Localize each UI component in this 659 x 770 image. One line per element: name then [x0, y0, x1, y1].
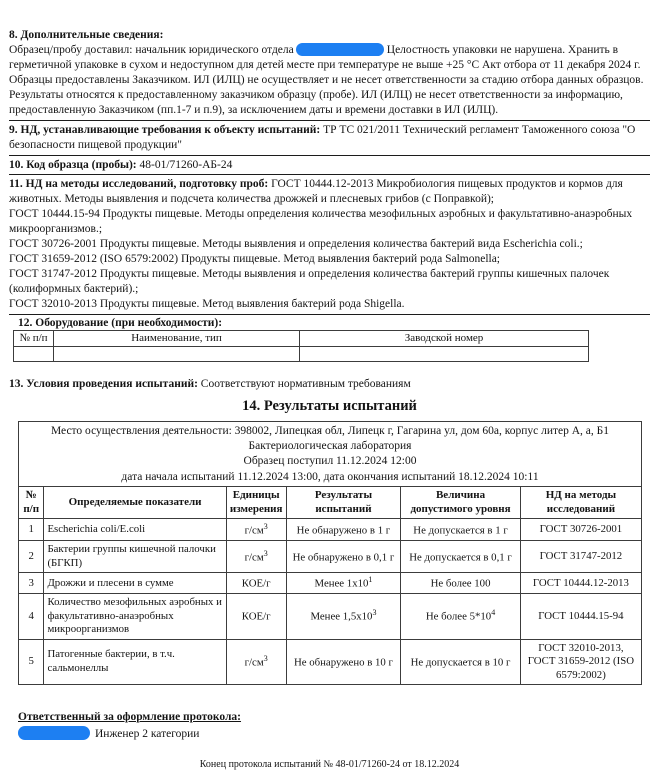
responsible-block: [18, 709, 650, 742]
section11-label: 11. НД на методы исследований, подготовку проб:: [9, 178, 269, 191]
section10-label: 10. Код образца (пробы):: [9, 158, 137, 171]
results-table: [19, 486, 641, 684]
results-header-row: [19, 486, 641, 519]
section10-value: 48-01/71260-АБ-24: [139, 158, 233, 171]
section8-title: 8. Дополнительные сведения:: [9, 29, 164, 41]
results-info-block: [19, 422, 641, 486]
section-sample-code: [9, 158, 650, 176]
method-entry: ГОСТ 30726-2001 Продукты пищевые. Методы выявления и определения количества бактерий вида Escherichia coli.;: [9, 238, 583, 251]
equipment-col-name: Наименование, тип: [54, 330, 300, 346]
equipment-col-serial: Заводской номер: [300, 330, 589, 346]
results-col-limit: Величина допустимого уровня: [401, 486, 521, 519]
section9-value: ТР ТС 021/2011 Технический регламент Таможенного союза "О безопасности пищевой продукции": [9, 123, 636, 151]
responsible-title: Инженер 2 категории: [95, 727, 200, 740]
section13-value: Соответствуют нормативным требованиям: [200, 378, 411, 391]
section8-paragraph2: Образцы предоставлены Заказчиком. ИЛ (ИЛЦ) не осуществляет и не несет ответственности за стадию отбора данных образцов. Результаты относятся к предоставленному заказчиком образцу (пробе). ИЛ (ИЛЦ) не несет ответственности за информацию, предоставленную Заказчиком (пп.1-7 и п.9), за исключением даты и времени доставки в ИЛ (ИЛЦ).: [9, 73, 644, 116]
section-test-conditions: [9, 378, 650, 390]
table-row: 3 Дрожжи и плесени в сумме КОЕ/г Менее $1x10^1$ Не более 100 ГОСТ 10444.12-2013: [19, 573, 641, 594]
section12-title: 12. Оборудование (при необходимости):: [18, 316, 223, 329]
responsible-label: Ответственный за оформление протокола:: [18, 711, 242, 724]
redaction-pill: [296, 43, 384, 56]
equipment-table: [13, 330, 589, 362]
section-methods-nd: [9, 177, 650, 314]
sample-received-line: Образец поступил 11.12.2024 12:00: [243, 455, 417, 468]
section8-paragraph1: Образец/пробу доставил: начальник юридического отдела Целостность упаковки не нарушена. Хранить в герметичной упаковке в сухом и недоступном для детей месте при температуре не выше +25 °С Акт отбора от 11 декабря 2024 г.: [9, 43, 641, 71]
protocol-end-line: Конец протокола испытаний № 48-01/71260-24 от 18.12.2024: [199, 758, 460, 770]
method-entry: ГОСТ 10444.12-2013 Микробиология пищевых продуктов и кормов для животных. Методы выявления и подсчета количества дрожжей и плесневых грибов (с Поправкой);: [9, 178, 623, 206]
results-col-indicator: Определяемые показатели: [44, 486, 226, 519]
section-equipment: [9, 317, 650, 362]
results-block: [18, 421, 642, 685]
equipment-empty-row: [14, 347, 589, 362]
equipment-col-num: № п/п: [14, 330, 54, 346]
results-section-title: 14. Результаты испытаний: [242, 398, 417, 415]
activity-place-line: Место осуществления деятельности: 398002, Липецкая обл, Липецк г, Гагарина ул, дом 60а, корпус литер А, а, Б1: [50, 425, 610, 438]
section-requirements-nd: [9, 123, 650, 156]
section-additional-info: [9, 28, 650, 121]
method-entry: ГОСТ 10444.15-94 Продукты пищевые. Методы определения количества мезофильных аэробных и факультативно-анаэробных микроорганизмов.;: [9, 208, 633, 236]
method-entry: ГОСТ 31659-2012 (ISO 6579:2002) Продукты пищевые. Метод выявления бактерий рода Salmonella;: [9, 253, 501, 266]
results-col-method: НД на методы исследований: [520, 486, 641, 519]
table-row: 1 Escherichia coli/E.coli $г/см^3$ Не обнаружено в 1 г Не допускается в 1 г ГОСТ 30726-2001: [19, 519, 641, 541]
test-dates-line: дата начала испытаний 11.12.2024 13:00, дата окончания испытаний 18.12.2024 10:11: [121, 470, 539, 483]
results-col-num: № п/п: [19, 486, 44, 519]
table-row: 5 Патогенные бактерии, в т.ч. сальмонеллы $г/см^3$ Не обнаружено в 10 г Не допускается в 10 г ГОСТ 32010-2013, ГОСТ 31659-2012 (ISO 6579:2002): [19, 639, 641, 684]
method-entry: ГОСТ 31747-2012 Продукты пищевые. Методы выявления и определения количества бактерий группы кишечных палочек (колиформных бактерий).;: [9, 268, 610, 295]
section9-label: 9. НД, устанавливающие требования к объекту испытаний:: [9, 123, 321, 136]
laboratory-line: Бактериологическая лаборатория: [248, 440, 412, 453]
results-col-result: Результаты испытаний: [286, 486, 401, 519]
equipment-header-row: [14, 330, 589, 346]
method-entry: ГОСТ 32010-2013 Продукты пищевые. Метод выявления бактерий рода Shigella.: [9, 297, 405, 310]
table-row: 4 Количество мезофильных аэробных и факультативно-анаэробных микроорганизмов КОЕ/г Менее $1,5x10^3$ Не более $5*10^4$ ГОСТ 10444.15-94: [19, 594, 641, 639]
table-row: 2 Бактерии группы кишечной палочки (БГКП) $г/см^3$ Не обнаружено в 0,1 г Не допускается в 0,1 г ГОСТ 31747-2012: [19, 541, 641, 573]
results-col-unit: Единицы измерения: [226, 486, 286, 519]
redaction-pill: [18, 726, 90, 740]
section13-label: 13. Условия проведения испытаний:: [9, 378, 198, 391]
